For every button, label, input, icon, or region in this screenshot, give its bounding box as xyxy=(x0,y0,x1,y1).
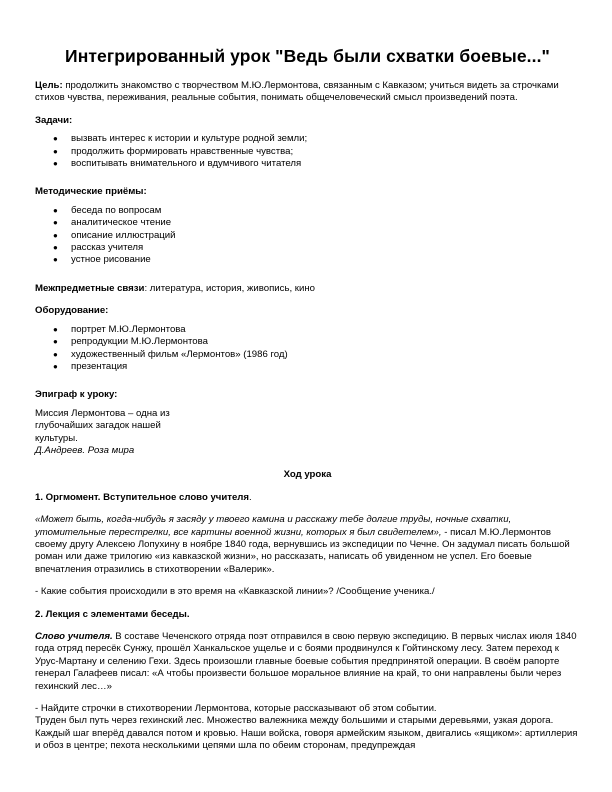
bullet-icon: ● xyxy=(53,159,58,169)
tasks-list xyxy=(35,133,580,170)
document-page xyxy=(35,46,580,753)
section2-task: - Найдите строчки в стихотворении Лермонтова, которые рассказывают об этом событии. xyxy=(35,703,437,715)
section2-lead: Слово учителя. xyxy=(35,631,113,642)
section1-quote: «Может быть, когда-нибудь я засяду у твоего камина и расскажу тебе долгие труды, ночные схватки, утомительные перестрелки, все картины военной жизни, которых я был свидетелем», - писал М.Ю.Лермонтов своему другу Алексею Лопухину в ноябре 1840 года, вернувшись из экспедиции по Чечне. Он задумал писать большой роман или даже трилогию «из кавказской жизни», но рассказать, написать об увиденном не успел. Его боевые впечатления отразились в стихотворении «Валерик». xyxy=(35,514,570,575)
links-label: Межпредметные связи xyxy=(35,282,145,294)
epigraph-author: Д.Андреев. Роза мира xyxy=(35,444,135,456)
section1-question: - Какие события происходили в это время на «Кавказской линии»? /Сообщение ученика./ xyxy=(35,586,435,598)
epigraph xyxy=(35,408,185,458)
lesson-heading: Ход урока xyxy=(283,469,332,481)
list-item: ● рассказ учителя xyxy=(53,242,144,254)
bullet-icon: ● xyxy=(53,134,58,144)
page-title: Интегрированный урок "Ведь были схватки боевые..." xyxy=(65,46,550,66)
epigraph-heading: Эпиграф к уроку: xyxy=(35,389,118,401)
bullet-icon: ● xyxy=(53,205,58,215)
bullet-icon: ● xyxy=(53,218,58,228)
goal-paragraph xyxy=(35,80,580,105)
bullet-icon: ● xyxy=(53,243,58,253)
list-item: ● презентация xyxy=(53,360,128,372)
methods-heading: Методические приёмы: xyxy=(35,186,147,198)
bullet-icon: ● xyxy=(53,324,58,334)
list-item: ● аналитическое чтение xyxy=(53,217,172,229)
links-text: : литература, история, живопись, кино xyxy=(144,282,315,294)
section1-heading: 1. Оргмомент. Вступительное слово учителя. xyxy=(35,491,252,503)
equipment-heading: Оборудование: xyxy=(35,305,109,317)
bullet-icon: ● xyxy=(53,349,58,359)
list-item: ● описание иллюстраций xyxy=(53,229,176,241)
list-item: ● репродукции М.Ю.Лермонтова xyxy=(53,336,208,348)
section2-final: Труден был путь через гехинский лес. Множество валежника между большими и старыми деревьями, узкая дорога. Каждый шаг вперёд давался потом и кровью. Наши войска, говоря армейским языком, двигались «ящиком»: артиллерия и обоз в центре; пехота несколькими цепями шла по обеим сторонам, предупреждая xyxy=(35,715,578,752)
goal-text: продолжить знакомство с творчеством М.Ю.Лермонтова, связанным с Кавказом; учиться видеть за строчками стихов чувства, переживания, реальные события, понимать общечеловеческий смысл произведений поэта. xyxy=(35,80,559,104)
epigraph-text: Миссия Лермонтова – одна из глубочайших загадок нашей культуры. xyxy=(35,407,170,444)
list-item: ● портрет М.Ю.Лермонтова xyxy=(53,323,186,335)
list-item: ● художественный фильм «Лермонтов» (1986 год) xyxy=(53,348,288,360)
equipment-list xyxy=(35,324,580,374)
links-paragraph xyxy=(35,283,580,295)
list-item: ● беседа по вопросам xyxy=(53,204,162,216)
bullet-icon: ● xyxy=(53,255,58,265)
list-item: ● устное рисование xyxy=(53,254,151,266)
bullet-icon: ● xyxy=(53,230,58,240)
list-item: ● продолжить формировать нравственные чувства; xyxy=(53,145,294,157)
section2-paragraph: Слово учителя. В составе Чеченского отряда поэт отправился в свою первую экспедицию. В первых числах июля 1840 года отряд пересёк Сунжу, прошёл Ханкальское ущелье и с боями продвинулся к Гойтинскому лесу. Затем переход к Урус-Мартану и селению Гехи. Здесь произошли главные боевые события предпринятой операции. В своём рапорте генерал Галафеев писал: «А чтобы произвести большое моральное влияние на край, то они направлены были через гехинский лес…» xyxy=(35,631,577,692)
section2-heading: 2. Лекция с элементами беседы. xyxy=(35,608,190,620)
list-item: ● вызвать интерес к истории и культуре родной земли; xyxy=(53,133,308,145)
goal-label: Цель: xyxy=(35,80,63,91)
tasks-heading: Задачи: xyxy=(35,114,73,126)
list-item: ● воспитывать внимательного и вдумчивого читателя xyxy=(53,158,302,170)
bullet-icon: ● xyxy=(53,146,58,156)
methods-list xyxy=(35,205,580,267)
bullet-icon: ● xyxy=(53,337,58,347)
bullet-icon: ● xyxy=(53,361,58,371)
